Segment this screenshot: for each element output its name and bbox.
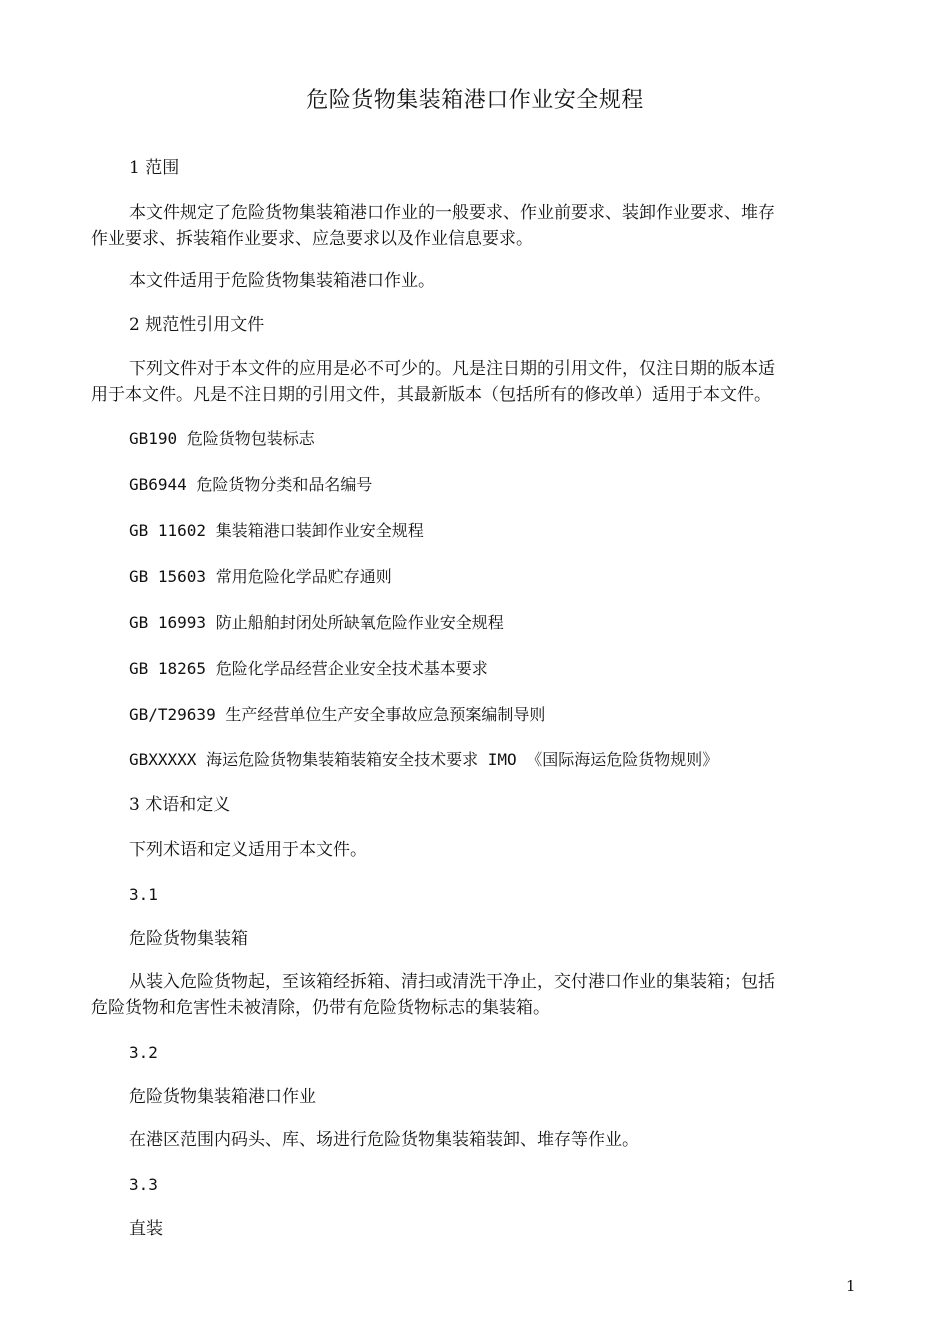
section-3-intro: 下列术语和定义适用于本文件。 [129, 840, 367, 860]
reference-item: GB6944 危险货物分类和品名编号 [129, 475, 373, 494]
reference-item: GBXXXXX 海运危险货物集装箱装箱安全技术要求 IMO 《国际海运危险货物规则》 [129, 750, 719, 769]
term-definition: 在港区范围内码头、库、场进行危险货物集装箱装卸、堆存等作业。 [129, 1130, 639, 1150]
reference-item: GB 15603 常用危险化学品贮存通则 [129, 567, 392, 586]
section-2-paragraph-line-2: 用于本文件。凡是不注日期的引用文件，其最新版本（包括所有的修改单）适用于本文件。 [91, 385, 771, 405]
term-number: 3.2 [129, 1043, 158, 1062]
section-2-heading: 2 规范性引用文件 [129, 315, 265, 335]
reference-item: GB/T29639 生产经营单位生产安全事故应急预案编制导则 [129, 705, 546, 724]
reference-item: GB190 危险货物包装标志 [129, 429, 315, 448]
document-title: 危险货物集装箱港口作业安全规程 [306, 88, 644, 113]
term-name: 直装 [129, 1219, 163, 1239]
term-name: 危险货物集装箱 [129, 929, 248, 949]
section-3-heading: 3 术语和定义 [129, 795, 231, 815]
page-number: 1 [846, 1277, 856, 1295]
section-1-paragraph-1-line-2: 作业要求、拆装箱作业要求、应急要求以及作业信息要求。 [91, 229, 533, 249]
reference-item: GB 11602 集装箱港口装卸作业安全规程 [129, 521, 424, 540]
reference-item: GB 18265 危险化学品经营企业安全技术基本要求 [129, 659, 488, 678]
reference-item: GB 16993 防止船舶封闭处所缺氧危险作业安全规程 [129, 613, 504, 632]
term-definition-line-1: 从装入危险货物起，至该箱经拆箱、清扫或清洗干净止，交付港口作业的集装箱；包括 [129, 972, 775, 992]
term-definition-line-2: 危险货物和危害性未被清除，仍带有危险货物标志的集装箱。 [91, 998, 550, 1018]
term-number: 3.1 [129, 885, 158, 904]
section-1-heading: 1 范围 [129, 158, 180, 178]
term-number: 3.3 [129, 1175, 158, 1194]
section-1-paragraph-2: 本文件适用于危险货物集装箱港口作业。 [129, 271, 435, 291]
term-name: 危险货物集装箱港口作业 [129, 1087, 316, 1107]
section-1-paragraph-1-line-1: 本文件规定了危险货物集装箱港口作业的一般要求、作业前要求、装卸作业要求、堆存 [129, 203, 775, 223]
section-2-paragraph-line-1: 下列文件对于本文件的应用是必不可少的。凡是注日期的引用文件，仅注日期的版本适 [129, 359, 775, 379]
